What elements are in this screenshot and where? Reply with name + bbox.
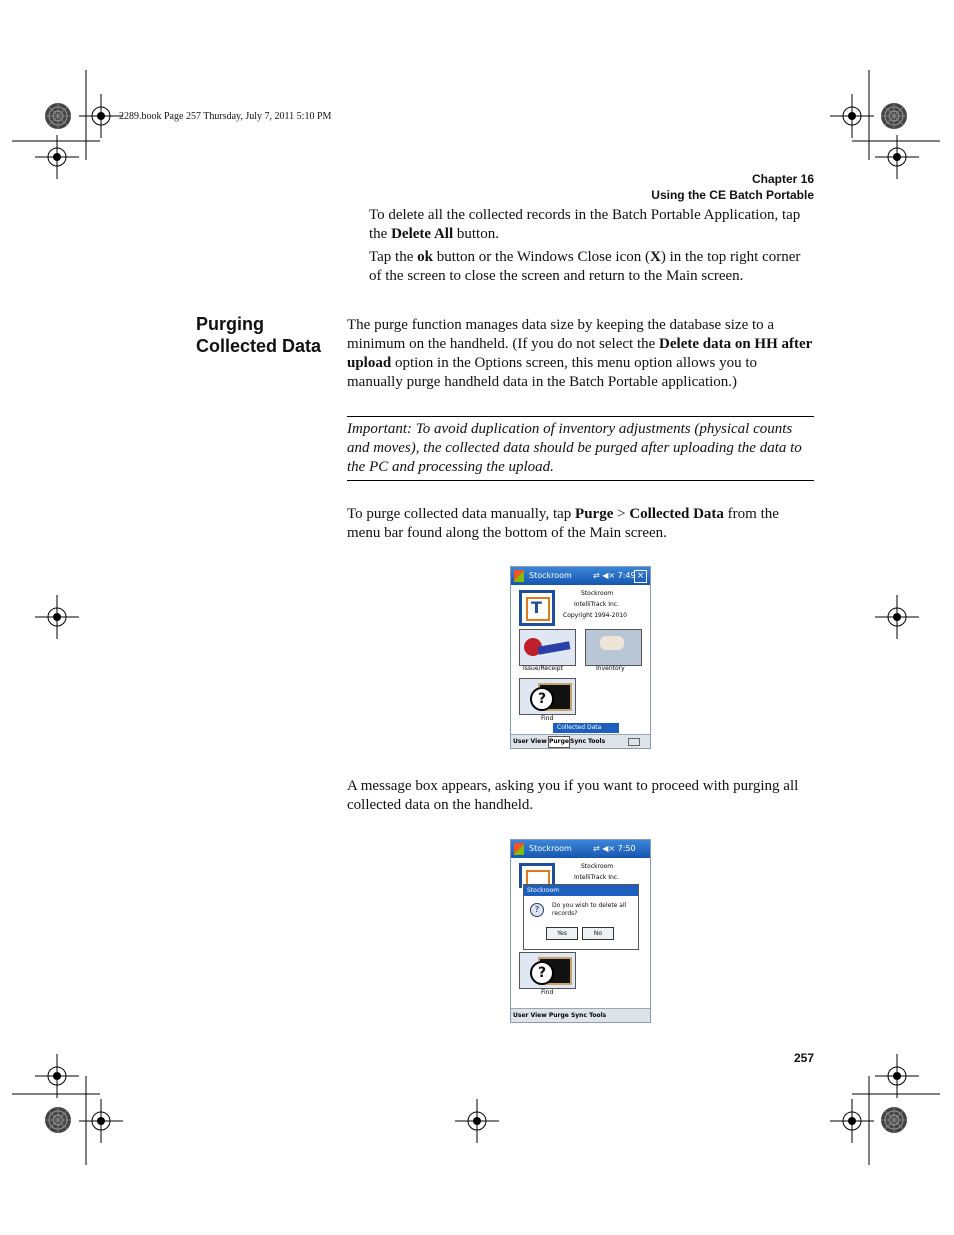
- menu-user-view[interactable]: User View: [513, 738, 547, 745]
- text: To delete all the collected records in the Batch Portable Application, tap the: [369, 207, 801, 242]
- menu-bar[interactable]: User View Purge Sync Tools: [511, 1008, 650, 1022]
- dialog-title-bar: Stockroom: [524, 885, 638, 896]
- question-icon: ?: [530, 903, 544, 917]
- section-label: Using the CE Batch Portable: [651, 188, 814, 202]
- bold-text: Purge: [575, 506, 614, 522]
- hand-icon: [600, 636, 624, 650]
- paragraph-delete-all: [369, 206, 814, 244]
- window-title: Stockroom: [529, 844, 572, 853]
- bold-text: Delete data on HH after upload: [347, 336, 813, 371]
- text: button or the Windows Close icon (: [432, 249, 650, 265]
- question-icon: ?: [530, 961, 554, 985]
- find-tile[interactable]: [519, 952, 576, 989]
- keyboard-icon[interactable]: [628, 738, 640, 746]
- menu-tools[interactable]: Tools: [588, 738, 606, 745]
- inventory-tile[interactable]: [585, 629, 642, 666]
- page-number: 257: [793, 1051, 814, 1065]
- screenshot-main-screen: [510, 566, 651, 749]
- paragraph-message-box: A message box appears, asking you if you want to proceed with purging all collected data on the handheld.: [347, 778, 799, 813]
- question-icon: ?: [530, 687, 554, 711]
- status-icons: ⇄ ◀× 7:49: [593, 571, 636, 580]
- text: option in the Options screen, this menu option allows you to manually purge handheld data in the Batch Portable application.): [347, 355, 758, 390]
- issue-receipt-tile[interactable]: [519, 629, 576, 666]
- text: from the menu bar found along the bottom of the Main screen.: [347, 506, 779, 541]
- windows-flag-icon[interactable]: [514, 570, 524, 582]
- text: Tap the: [369, 249, 418, 265]
- screenshot-delete-dialog: [510, 839, 651, 1023]
- text: ) in the top right corner of the screen to close the screen and return to the Main screen.: [369, 249, 801, 284]
- menu-purge[interactable]: Purge: [548, 736, 570, 748]
- paragraph-close: [369, 248, 814, 286]
- tile-label: Issue/Receipt: [523, 665, 563, 672]
- bold-text: Delete All: [391, 226, 454, 242]
- paragraph-purge-intro: [347, 316, 814, 392]
- important-note: Important: To avoid duplication of inventory adjustments (physical counts and moves), the collected data should be purged after uploading the data to the PC and processing the upload.: [347, 421, 802, 475]
- window-title: Stockroom: [529, 571, 572, 580]
- no-button[interactable]: No: [582, 927, 614, 940]
- menu-sync[interactable]: Sync: [570, 738, 587, 745]
- collected-data-menu-item[interactable]: Collected Data: [553, 723, 619, 733]
- title-bar: [511, 840, 650, 858]
- rule-top: [347, 416, 814, 417]
- app-name: Stockroom: [581, 863, 614, 870]
- text: >: [613, 506, 630, 522]
- menu-bar: [511, 734, 650, 748]
- pen-icon: [538, 641, 571, 654]
- find-tile[interactable]: [519, 678, 576, 715]
- yes-button[interactable]: Yes: [546, 927, 578, 940]
- company-name: IntelliTrack Inc.: [574, 601, 620, 608]
- chapter-label: Chapter 16: [751, 172, 814, 186]
- company-name: IntelliTrack Inc.: [574, 874, 620, 881]
- tile-label: Find: [541, 715, 554, 722]
- dialog-message: Do you wish to delete all records?: [552, 902, 627, 917]
- text: The purge function manages data size by keeping the database size to a minimum on the handheld. (If you do not select the: [347, 317, 775, 352]
- windows-flag-icon[interactable]: [514, 843, 524, 855]
- bold-text: Collected Data: [629, 506, 724, 522]
- it-logo: T: [519, 590, 555, 626]
- status-icons: ⇄ ◀× 7:50: [593, 844, 636, 853]
- app-name: Stockroom: [581, 590, 614, 597]
- tile-label: Find: [541, 989, 554, 996]
- title-bar: [511, 567, 650, 585]
- paragraph-purge-steps: [347, 505, 814, 543]
- text: button.: [453, 226, 499, 242]
- text: To purge collected data manually, tap: [347, 506, 576, 522]
- rule-bottom: [347, 480, 814, 481]
- close-icon[interactable]: ×: [634, 570, 647, 583]
- section-heading: Purging Collected Data: [196, 314, 322, 356]
- file-info: 2289.book Page 257 Thursday, July 7, 2011 5:10 PM: [119, 111, 332, 122]
- tile-label: Inventory: [596, 665, 625, 672]
- dialog-box: [523, 884, 639, 950]
- bold-text: ok: [417, 249, 433, 265]
- copyright: Copyright 1994-2010: [563, 612, 627, 619]
- bold-text: X: [649, 249, 661, 265]
